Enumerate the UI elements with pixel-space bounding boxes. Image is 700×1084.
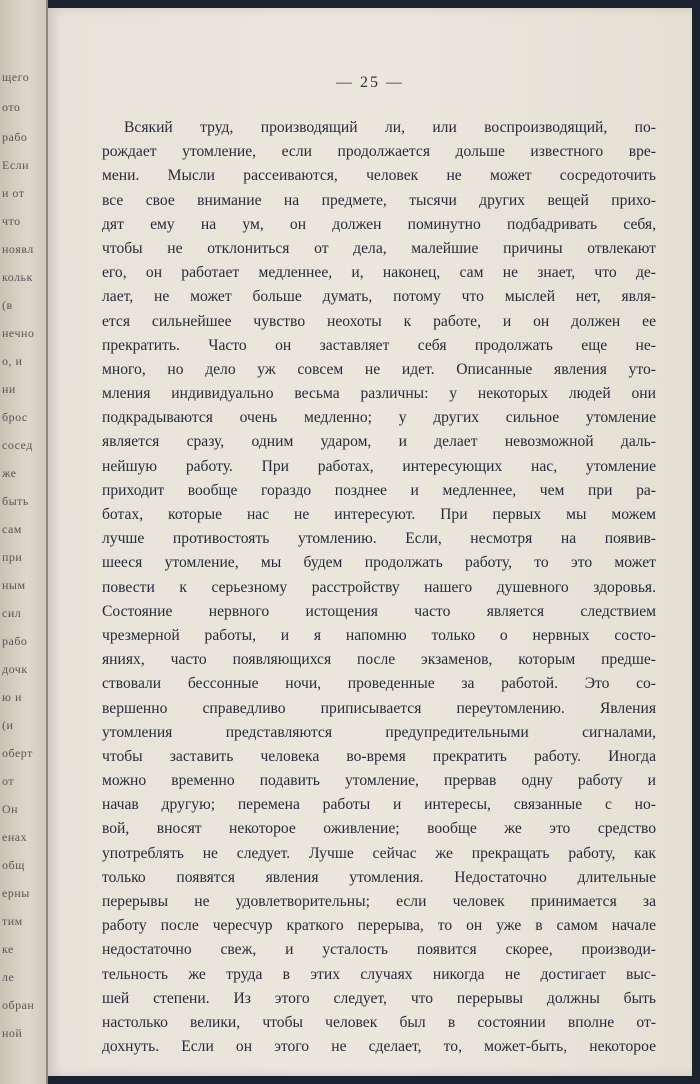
left-page-fragment: что: [2, 214, 21, 228]
left-page-fragment: рабо: [2, 130, 28, 144]
body-text: [102, 116, 656, 1059]
text-line: вой, вносят некоторое оживление; вообще же это средство: [102, 820, 656, 838]
left-page-fragment: ю и: [2, 690, 22, 704]
left-page-fragment: ото: [2, 100, 21, 114]
text-line: дохнуть. Если он этого не сделает, то, может-быть, некоторое: [102, 1038, 656, 1056]
book-page: [48, 8, 692, 1076]
text-line: ботах, которые нас не интересуют. При первых мы можем: [102, 506, 656, 523]
left-page-fragment: ным: [2, 578, 26, 592]
left-page-fragment: (и: [2, 718, 14, 732]
text-line: ствовали бессонные ночи, проведенные за работой. Это со-: [102, 675, 656, 693]
left-page-fragment: ке: [2, 942, 14, 956]
left-page-fragment: Если: [2, 158, 30, 172]
left-page-fragment: оберт: [2, 746, 33, 760]
left-page-fragment: Он: [2, 802, 19, 816]
page-number: — 25 —: [336, 74, 404, 91]
text-line: его, он работает медленнее, и, наконец, сам не знает, что де-: [102, 264, 656, 282]
left-page-edge: [0, 0, 48, 1084]
left-page-fragment: сосед: [2, 438, 33, 452]
text-line: чтобы заставить человека во-время прекратить работу. Иногда: [102, 747, 656, 765]
left-page-fragment: рабо: [2, 634, 28, 648]
left-page-fragment: же: [2, 466, 17, 480]
left-page-fragment: быть: [2, 494, 29, 508]
left-page-fragment: тим: [2, 914, 23, 928]
text-line: работу после чересчур краткого перерыва, то он уже в самом начале: [102, 917, 656, 935]
text-line: перерывы не удовлетворительны; если человек принимается за: [102, 893, 656, 910]
left-page-fragment: обран: [2, 998, 35, 1012]
text-line: чтобы не отклониться от дела, малейшие причины отвлекают: [102, 239, 656, 257]
left-page-fragment: от: [2, 774, 15, 788]
left-page-fragment: дочк: [2, 662, 28, 676]
left-page-fragment: (в: [2, 298, 13, 312]
text-line: начав другую; перемена работы и интересы, связанные с но-: [102, 796, 656, 814]
left-page-fragment: при: [2, 550, 23, 564]
left-page-fragment: и от: [2, 186, 25, 200]
text-line: мления индивидуально весьма различны: у некоторых людей они: [102, 385, 656, 403]
text-line: повести к серьезному расстройству нашего душевного здоровья.: [102, 578, 656, 596]
text-line: приходит вообще гораздо позднее и медленнее, чем при ра-: [102, 481, 656, 499]
text-line: употреблять не следует. Лучше сейчас же прекращать работу, как: [102, 844, 656, 862]
text-line: подкрадываются очень медленно; у других сильное утомление: [102, 409, 656, 427]
left-page-fragment: енах: [2, 830, 28, 844]
left-page-fragment: нечно: [2, 326, 35, 340]
text-line: дят ему на ум, он должен поминутно подбадривать себя,: [102, 215, 656, 233]
text-line: тельность же труда в этих случаях никогда не достигает выс-: [102, 965, 656, 983]
text-line: шееся утомление, мы будем продолжать работу, то это может: [102, 554, 656, 572]
left-page-fragment: общ: [2, 858, 25, 872]
text-line: вершенно справедливо приписывается переутомлению. Явления: [102, 699, 656, 717]
text-line: нейшую работу. При работах, интересующих нас, утомление: [102, 457, 656, 475]
text-line: настолько велики, чтобы человек был в состоянии вполне от-: [102, 1013, 656, 1031]
left-page-fragment: ле: [2, 970, 15, 984]
text-line: мени. Мысли рассеиваются, человек не может сосредоточить: [102, 167, 656, 185]
text-line: Всякий труд, производящий ли, или воспроизводящий, по-: [124, 119, 656, 136]
text-line: Состояние нервного истощения часто является следствием: [102, 602, 656, 620]
text-line: рождает утомление, если продолжается дольше известного вре-: [102, 143, 656, 161]
left-page-fragment: сам: [2, 522, 22, 536]
text-line: яниях, часто появляющихся после экзаменов, которым предше-: [102, 651, 656, 669]
left-page-fragment: ерны: [2, 886, 30, 900]
left-page-fragment: ной: [2, 1026, 23, 1040]
text-line: ется сильнейшее чувство неохоты к работе, и он должен ее: [102, 312, 656, 330]
text-line: шей степени. Из этого следует, что перерывы должны быть: [102, 989, 656, 1007]
left-page-fragment: сил: [2, 606, 22, 620]
text-line: все свое внимание на предмете, тысячи других вещей прихо-: [102, 191, 656, 209]
text-line: является сразу, одним ударом, и делает невозможной даль-: [102, 433, 656, 451]
text-line: много, но дело уж совсем не идет. Описанные явления уто-: [102, 360, 656, 378]
left-page-fragment: брос: [2, 410, 28, 424]
text-line: чрезмерной работы, и я напомню только о нервных состо-: [102, 626, 656, 644]
text-line: только появятся явления утомления. Недостаточно длительные: [102, 868, 656, 886]
text-line: лает, не может больше думать, потому что мыслей нет, явля-: [102, 288, 656, 306]
left-page-fragment: ноявл: [2, 242, 34, 256]
text-line: лучше противостоять утомлению. Если, несмотря на появив-: [102, 530, 656, 548]
left-page-fragment: о, и: [2, 354, 23, 368]
text-line: прекратить. Часто он заставляет себя продолжать еще не-: [102, 336, 656, 354]
text-line: недостаточно свеж, и усталость появится скорее, производи-: [102, 941, 656, 959]
left-page-fragment: щего: [2, 70, 30, 84]
left-page-fragment: ни: [2, 382, 16, 396]
text-line: утомления представляются предупредительными сигналами,: [102, 723, 656, 741]
text-line: можно временно подавить утомление, прервав одну работу и: [102, 772, 656, 790]
left-page-fragment: кольк: [2, 270, 33, 284]
